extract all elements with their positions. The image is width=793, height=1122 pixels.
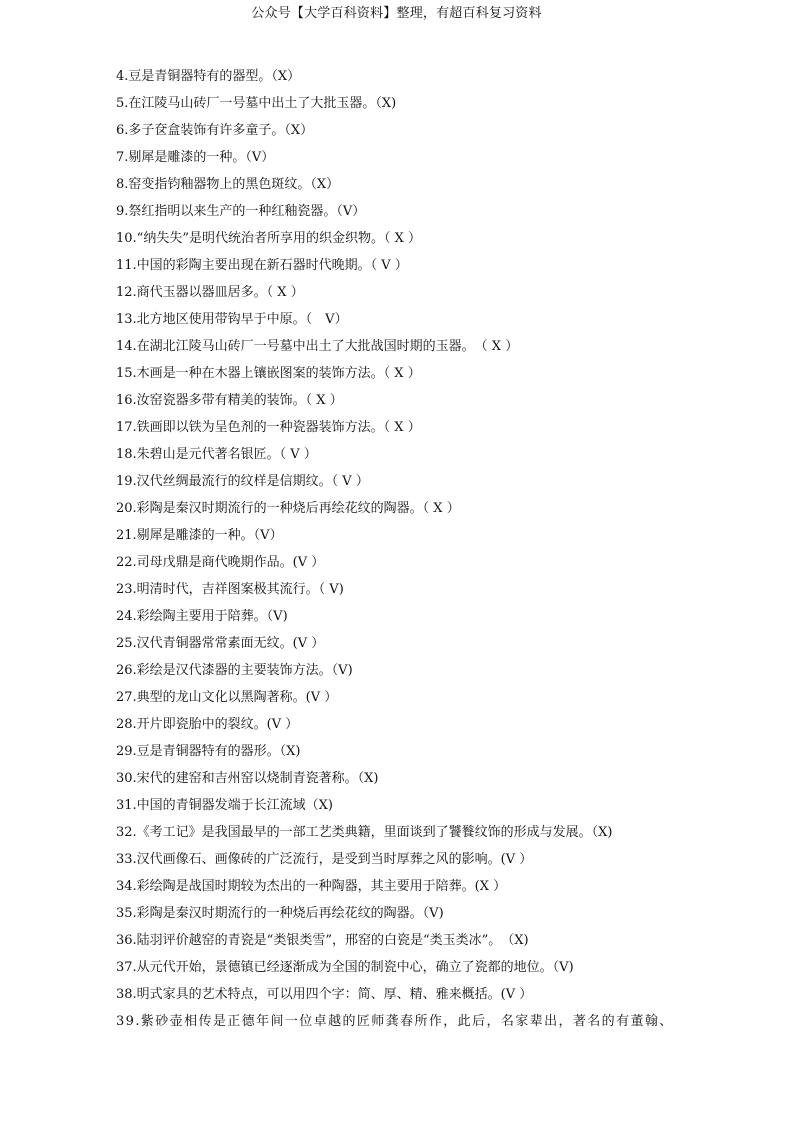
- list-item: 32.《考工记》是我国最早的一部工艺类典籍，里面谈到了饕餮纹饰的形成与发展。（X): [116, 825, 613, 840]
- list-item: 29.豆是青铜器特有的器形。（X): [116, 744, 301, 759]
- list-item: 31.中国的青铜器发端于长江流域（X): [116, 798, 334, 813]
- list-item: 4.豆是青铜器特有的器型。（X）: [116, 69, 301, 84]
- list-item: 11.中国的彩陶主要出现在新石器时代晚期。（ V ）: [116, 258, 408, 273]
- list-item: 6.多子奁盒装饰有许多童子。（X）: [116, 123, 314, 138]
- list-item: 34.彩绘陶是战国时期较为杰出的一种陶器，其主要用于陪葬。(X ）: [116, 879, 507, 894]
- list-item: 39.紫砂壶相传是正德年间一位卓越的匠师龚春所作，此后，名家辈出，著名的有董翰、: [116, 1014, 674, 1029]
- list-item: 36.陆羽评价越窑的青瓷是“类银类雪”，邢窑的白瓷是“类玉类冰”。 （X): [116, 933, 529, 948]
- list-item: 22.司母戊鼎是商代晚期作品。(V ）: [116, 555, 325, 570]
- list-item: 16.汝窑瓷器多带有精美的装饰。（ X ）: [116, 393, 343, 408]
- question-list: [116, 63, 736, 1035]
- list-item: 20.彩陶是秦汉时期流行的一种烧后再绘花纹的陶器。（ X ）: [116, 501, 460, 516]
- list-item: 8.窑变指钧釉器物上的黑色斑纹。（X）: [116, 177, 340, 192]
- list-item: 13.北方地区使用带钩早于中原。（ V）: [116, 312, 348, 327]
- list-item: 24.彩绘陶主要用于陪葬。（V): [116, 609, 288, 624]
- list-item: 10.“纳失失”是明代统治者所享用的织金织物。（ X ）: [116, 231, 421, 246]
- list-item: 5.在江陵马山砖厂一号墓中出土了大批玉器。（X): [116, 96, 397, 111]
- list-item: 17.铁画即以铁为呈色剂的一种瓷器装饰方法。（ X ）: [116, 420, 421, 435]
- list-item: 23.明清时代，吉祥图案极其流行。（ V): [116, 582, 344, 597]
- list-item: 9.祭红指明以来生产的一种红釉瓷器。（V）: [116, 204, 366, 219]
- list-item: 19.汉代丝绸最流行的纹样是信期纹。（ V ）: [116, 474, 369, 489]
- page-header: 公众号【大学百科资料】整理，有超百科复习资料: [251, 6, 542, 21]
- list-item: 30.宋代的建窑和吉州窑以烧制青瓷著称。（X): [116, 771, 379, 786]
- list-item: 37.从元代开始，景德镇已经逐渐成为全国的制瓷中心，确立了瓷都的地位。（V): [116, 960, 574, 975]
- list-item: 33.汉代画像石、画像砖的广泛流行，是受到当时厚葬之风的影响。(V ）: [116, 852, 533, 867]
- list-item: 38.明式家具的艺术特点，可以用四个字：简、厚、精、雅来概括。(V ）: [116, 987, 533, 1002]
- list-item: 25.汉代青铜器常常素面无纹。(V ）: [116, 636, 325, 651]
- list-item: 21.剔犀是雕漆的一种。（V）: [116, 528, 283, 543]
- list-item: 15.木画是一种在木器上镶嵌图案的装饰方法。（ X ）: [116, 366, 421, 381]
- list-item: 12.商代玉器以器皿居多。（ X ）: [116, 285, 304, 300]
- list-item: 7.剔犀是雕漆的一种。（V）: [116, 150, 275, 165]
- list-item: 28.开片即瓷胎中的裂纹。(V ）: [116, 717, 299, 732]
- list-item: 26.彩绘是汉代漆器的主要装饰方法。（V): [116, 663, 353, 678]
- list-item: 27.典型的龙山文化以黑陶著称。(V ）: [116, 690, 338, 705]
- list-item: 35.彩陶是秦汉时期流行的一种烧后再绘花纹的陶器。（V): [116, 906, 444, 921]
- list-item: 18.朱碧山是元代著名银匠。（ V ）: [116, 447, 317, 462]
- list-item: 14.在湖北江陵马山砖厂一号墓中出土了大批战国时期的玉器。 （ X ）: [116, 339, 519, 354]
